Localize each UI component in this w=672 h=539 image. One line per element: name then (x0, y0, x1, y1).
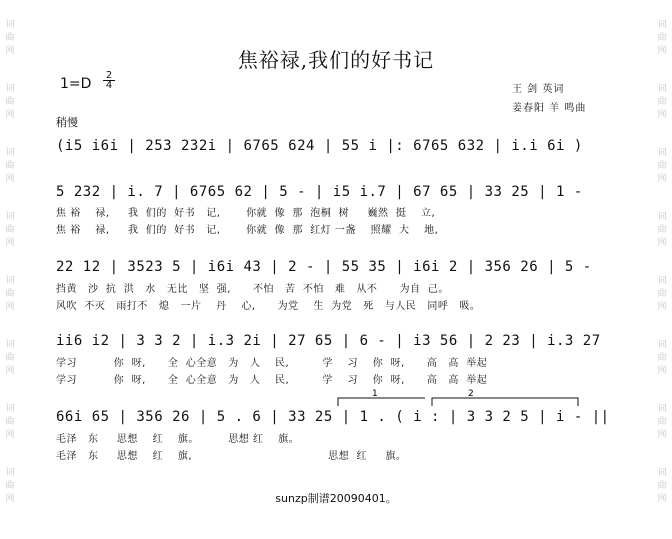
transcriber-signature: sunzp制谱20090401。 (275, 492, 397, 505)
time-denominator: 4 (105, 80, 113, 91)
lyric-line-3a: 挡黄 沙 抗 洪 水 无比 坚 强, 不怕 苦 不怕 难 从不 为自 己。 (56, 284, 449, 295)
watermark-char: 曲 (5, 481, 15, 491)
composer-credit: 姜春阳 羊 鸣曲 (512, 103, 587, 114)
watermark-char: 曲 (5, 161, 15, 171)
score-line-4: ii6 i2 | 3 3 2 | i.3 2i | 27 65 | 6 - | i3 56 | 2 23 | i.3 27 (56, 333, 601, 349)
lyric-line-2a: 焦 裕 禄, 我 们的 好书 记, 你就 像 那 泡桐 树 巍然 挺 立, (56, 208, 436, 219)
watermark-char: 词 (657, 276, 667, 286)
watermark-char: 网 (657, 238, 667, 248)
watermark-char: 词 (5, 212, 15, 222)
lyricist-credit: 王 剑 英词 (512, 84, 565, 95)
watermark-char: 词 (657, 148, 667, 158)
watermark-char: 词 (657, 212, 667, 222)
watermark-char: 网 (5, 366, 15, 376)
score-line-2: 5 232 | i. 7 | 6765 62 | 5 - | i5 i.7 | 67 65 | 33 25 | 1 - (56, 184, 583, 200)
lyric-line-5b: 毛泽 东 思想 红 旗, 思想 红 旗。 (56, 451, 407, 462)
watermark-char: 网 (657, 110, 667, 120)
watermark-char: 曲 (657, 481, 667, 491)
watermark-char: 词 (5, 340, 15, 350)
watermark-char: 词 (657, 20, 667, 30)
watermark-char: 网 (657, 46, 667, 56)
watermark-char: 网 (657, 494, 667, 504)
watermark-char: 词 (657, 340, 667, 350)
watermark-char: 曲 (657, 225, 667, 235)
watermark-char: 曲 (657, 289, 667, 299)
time-numerator: 2 (103, 71, 115, 81)
watermark-char: 词 (657, 84, 667, 94)
watermark-char: 网 (657, 366, 667, 376)
watermark-char: 曲 (657, 353, 667, 363)
watermark-char: 词 (5, 404, 15, 414)
lyric-line-2b: 焦 裕 禄, 我 们的 好书 记, 你就 像 那 红灯 一盏 照耀 大 地, (56, 225, 439, 236)
score-line-5: 66i 65 | 356 26 | 5 . 6 | 33 25 | 1 . ( i : | 3 3 2 5 | i - || (56, 409, 610, 425)
volta-1-label: 1 (372, 389, 378, 399)
watermark-char: 网 (657, 174, 667, 184)
watermark-char: 曲 (657, 161, 667, 171)
song-title: 焦裕禄,我们的好书记 (237, 48, 435, 72)
lyric-line-5a: 毛泽 东 思想 红 旗。 思想 红 旗。 (56, 434, 300, 445)
watermark-char: 曲 (657, 33, 667, 43)
watermark-char: 网 (5, 302, 15, 312)
watermark-char: 网 (5, 174, 15, 184)
watermark-char: 曲 (5, 97, 15, 107)
watermark-char: 词 (5, 20, 15, 30)
watermark-char: 曲 (5, 33, 15, 43)
volta-2-label: 2 (468, 389, 474, 399)
watermark-char: 网 (5, 238, 15, 248)
watermark-char: 曲 (5, 353, 15, 363)
watermark-char: 曲 (5, 225, 15, 235)
watermark-char: 词 (657, 468, 667, 478)
watermark-char: 网 (5, 110, 15, 120)
watermark-char: 网 (5, 494, 15, 504)
watermark-char: 网 (657, 430, 667, 440)
watermark-char: 曲 (5, 289, 15, 299)
watermark-char: 词 (5, 276, 15, 286)
watermark-char: 网 (5, 430, 15, 440)
tempo-marking: 稍慢 (56, 116, 78, 129)
watermark-char: 词 (5, 468, 15, 478)
watermark-char: 网 (657, 302, 667, 312)
watermark-char: 曲 (5, 417, 15, 427)
watermark-char: 网 (5, 46, 15, 56)
score-line-3: 22 12 | 3523 5 | i6i 43 | 2 - | 55 35 | i6i 2 | 356 26 | 5 - (56, 259, 592, 275)
lyric-line-4a: 学习 你 呀, 全 心全意 为 人 民, 学 习 你 呀, 高 高 举起 (56, 358, 488, 369)
lyric-line-3b: 风吹 不灭 雨打不 熄 一片 丹 心, 为党 生 为党 死 与人民 同呼 吸。 (56, 301, 481, 312)
watermark-char: 词 (5, 148, 15, 158)
score-line-1: (i5 i6i | 253 232i | 6765 624 | 55 i |: 6765 632 | i.i 6i ) (56, 138, 583, 154)
key-label: 1=D (60, 76, 92, 92)
watermark-char: 词 (5, 84, 15, 94)
lyric-line-4b: 学习 你 呀, 全 心全意 为 人 民, 学 习 你 呀, 高 高 举起 (56, 375, 488, 386)
watermark-char: 曲 (657, 417, 667, 427)
watermark-char: 词 (657, 404, 667, 414)
watermark-char: 曲 (657, 97, 667, 107)
